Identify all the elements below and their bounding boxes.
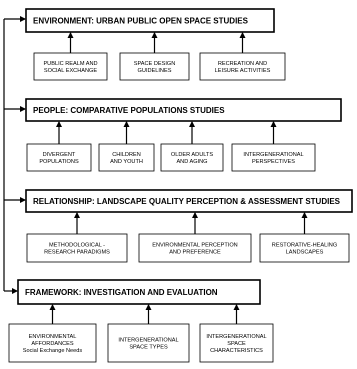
subtopic-label: METHODOLOGICAL - <box>48 242 106 249</box>
subtopic-label: SPACE DESIGN <box>133 61 176 67</box>
subtopic-label: RESTORATIVE-HEALING <box>271 242 338 249</box>
subtopic-label: SPACE TYPES <box>129 344 168 351</box>
subtopic-label: INTERGENERATIONAL <box>206 334 267 340</box>
subtopic-label: GUIDELINES <box>137 68 172 74</box>
section-group <box>4 190 352 262</box>
subtopic-label: Social Exchange Needs <box>22 348 83 354</box>
subtopic-label: RESEARCH PARADIGMS <box>44 249 110 256</box>
subtopic-label: PUBLIC REALM AND <box>43 61 98 67</box>
subtopic-label: OLDER ADULTS <box>170 152 214 158</box>
section-title: RELATIONSHIP: LANDSCAPE QUALITY PERCEPTION & ASSESSMENT STUDIES <box>33 197 340 206</box>
section-group <box>4 280 273 362</box>
subtopic-label: ENVIRONMENTAL <box>28 334 77 340</box>
subtopic-label: LEISURE ACTIVITIES <box>214 68 271 74</box>
subtopic-label: AND PREFERENCE <box>169 249 221 256</box>
section-group <box>4 99 341 171</box>
subtopic-label: AND YOUTH <box>110 159 143 165</box>
section-title: ENVIRONMENT: URBAN PUBLIC OPEN SPACE STUDIES <box>33 16 248 26</box>
subtopic-label: LANDSCAPES <box>285 249 324 256</box>
subtopic-label: AND AGING <box>176 159 208 165</box>
subtopic-label: ENVIRONMENTAL PERCEPTION <box>152 242 238 249</box>
subtopic-label: SPACE <box>227 341 246 347</box>
section-title: PEOPLE: COMPARATIVE POPULATIONS STUDIES <box>33 106 225 115</box>
subtopic-label: CHILDREN <box>112 152 141 158</box>
subtopic-label: PERSPECTIVES <box>252 159 295 165</box>
section-title: FRAMEWORK: INVESTIGATION AND EVALUATION <box>25 288 218 297</box>
subtopic-label: AFFORDANCES <box>31 341 74 347</box>
subtopic-label: INTERGENERATIONAL <box>118 337 179 344</box>
subtopic-label: POPULATIONS <box>39 159 79 165</box>
section-group <box>4 9 285 80</box>
subtopic-label: SOCIAL EXCHANGE <box>43 68 98 74</box>
subtopic-label: INTERGENERATIONAL <box>243 152 304 158</box>
subtopic-label: CHARACTERISTICS <box>210 348 263 354</box>
subtopic-label: DIVERGENT <box>42 152 76 158</box>
subtopic-label: RECREATION AND <box>217 61 268 67</box>
